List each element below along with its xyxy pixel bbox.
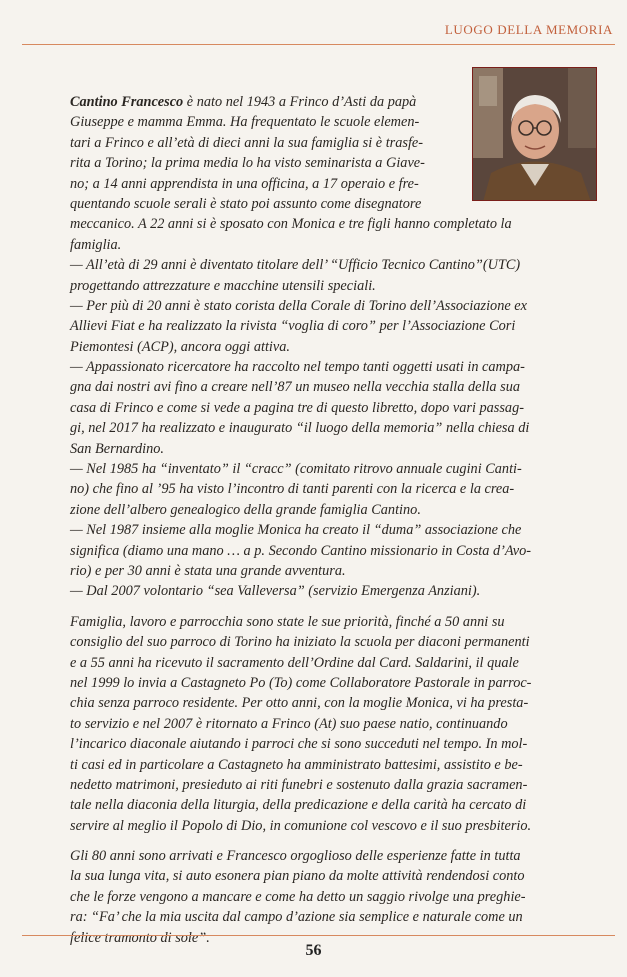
text-line: tale nella diaconia della liturgia, della predicazione e della carità ha cercato di [70, 797, 527, 814]
text-line: significa (diamo una mano … a p. Secondo Cantino missionario in Costa d’Avo- [70, 542, 532, 559]
header-rule [22, 44, 615, 45]
text-line: l’incarico diaconale aiutando i parroci che si sono succeduti nel tempo. In mol- [70, 736, 528, 753]
text-line: gna dai nostri avi fino a creare nell’87 un museo nella vecchia stalla della sua [70, 379, 521, 396]
text-line: ti casi ed in particolare a Castagneto ha amministrato battesimi, assistito e be- [70, 756, 523, 773]
text-line: tari a Frinco e all’età di dieci anni la sua famiglia si è trasfe- [70, 134, 424, 151]
text-line: — All’età di 29 anni è diventato titolare dell’ “Ufficio Tecnico Cantino”(UTC) [70, 257, 521, 274]
text-line: Gli 80 anni sono arrivati e Francesco orgoglioso delle esperienze fatte in tutta [70, 848, 521, 865]
text-line: chia senza parroco residente. Per otto anni, con la moglie Monica, vi ha presta- [70, 695, 529, 712]
text-line: Piemontesi (ACP), ancora oggi attiva. [70, 338, 290, 355]
paragraph-gap [70, 836, 595, 846]
page-number: 56 [305, 942, 322, 959]
text-line: Allievi Fiat e ha realizzato la rivista “voglia di coro” per l’Associazione Cori [70, 318, 516, 335]
text-line: ra: “Fa’ che la mia uscita dal campo d’azione sia semplice e naturale come un [70, 909, 523, 926]
paragraph-gap [70, 602, 595, 612]
text-line: no; a 14 anni apprendista in una officina, a 17 operaio e fre- [70, 175, 419, 192]
footer-rule [22, 935, 615, 936]
text-line: quentando scuole serali è stato poi assunto come disegnatore [70, 195, 422, 212]
text-line: progettando attrezzature e macchine utensili speciali. [70, 277, 376, 294]
text-line: felice tramonto di sole”. [70, 929, 210, 946]
text-line: nel 1999 lo invia a Castagneto Po (To) come Collaboratore Pastorale in parroc- [70, 674, 532, 691]
running-header: LUOGO DELLA MEMORIA [444, 22, 613, 37]
text-line: che le forze vengono a mancare e come ha detto un saggio rivolge una preghie- [70, 888, 526, 905]
text-line: — Appassionato ricercatore ha raccolto nel tempo tanti oggetti usati in campa- [70, 359, 525, 376]
text-line: no) che fino al ’95 ha visto l’incontro di tanti parenti con la ricerca e la crea- [70, 481, 515, 498]
text-line: Giuseppe e mamma Emma. Ha frequentato le scuole elemen- [70, 114, 420, 131]
text-line: Cantino Francesco è nato nel 1943 a Frinco d’Asti da papà [70, 94, 417, 110]
text-line: — Nel 1987 insieme alla moglie Monica ha creato il “duma” associazione che [70, 522, 522, 539]
text-line: meccanico. A 22 anni si è sposato con Monica e tre figli hanno completato la [70, 216, 512, 233]
text-line: — Dal 2007 volontario “sea Valleversa” (servizio Emergenza Anziani). [70, 583, 481, 600]
text-line: nedetto matrimoni, presieduto ai riti funebri e sostenuto dalla grazia sacramen- [70, 776, 528, 793]
biography-text [70, 92, 595, 948]
text-line: rita a Torino; la prima media lo ha visto seminarista a Giave- [70, 155, 425, 172]
text-line: e a 55 anni ha ricevuto il sacramento dell’Ordine dal Card. Saldarini, il quale [70, 654, 519, 671]
text-line: — Per più di 20 anni è stato corista della Corale di Torino dell’Associazione ex [70, 297, 527, 314]
text-line: — Nel 1985 ha “inventato” il “cracc” (comitato ritrovo annuale cugini Canti- [70, 461, 522, 478]
text-line: gi, nel 2017 ha realizzato e inaugurato “il luogo della memoria” nella chiesa di [70, 420, 530, 437]
text-line: servire al meglio il Popolo di Dio, in comunione col vescovo e il suo presbiterio. [70, 817, 532, 834]
text-line: to servizio e nel 2007 è ritornato a Frinco (At) suo paese natio, continuando [70, 715, 508, 732]
text-line: Famiglia, lavoro e parrocchia sono state le sue priorità, finché a 50 anni su [70, 613, 505, 630]
text-line: consiglio del suo parroco di Torino ha iniziato la scuola per diaconi permanenti [70, 634, 530, 651]
text-line: zione dell’albero genealogico della grande famiglia Cantino. [70, 501, 421, 518]
text-line: famiglia. [70, 236, 122, 253]
text-line: San Bernardino. [70, 440, 164, 457]
text-line: rio) e per 30 anni è stata una grande avventura. [70, 562, 346, 579]
text-line: la sua lunga vita, si auto esonera pian piano da molte attività rendendosi conto [70, 868, 525, 885]
person-name: Cantino Francesco [70, 94, 184, 110]
text-line: casa di Frinco e come si vede a pagina tre di questo libretto, dopo vari passag- [70, 399, 524, 416]
